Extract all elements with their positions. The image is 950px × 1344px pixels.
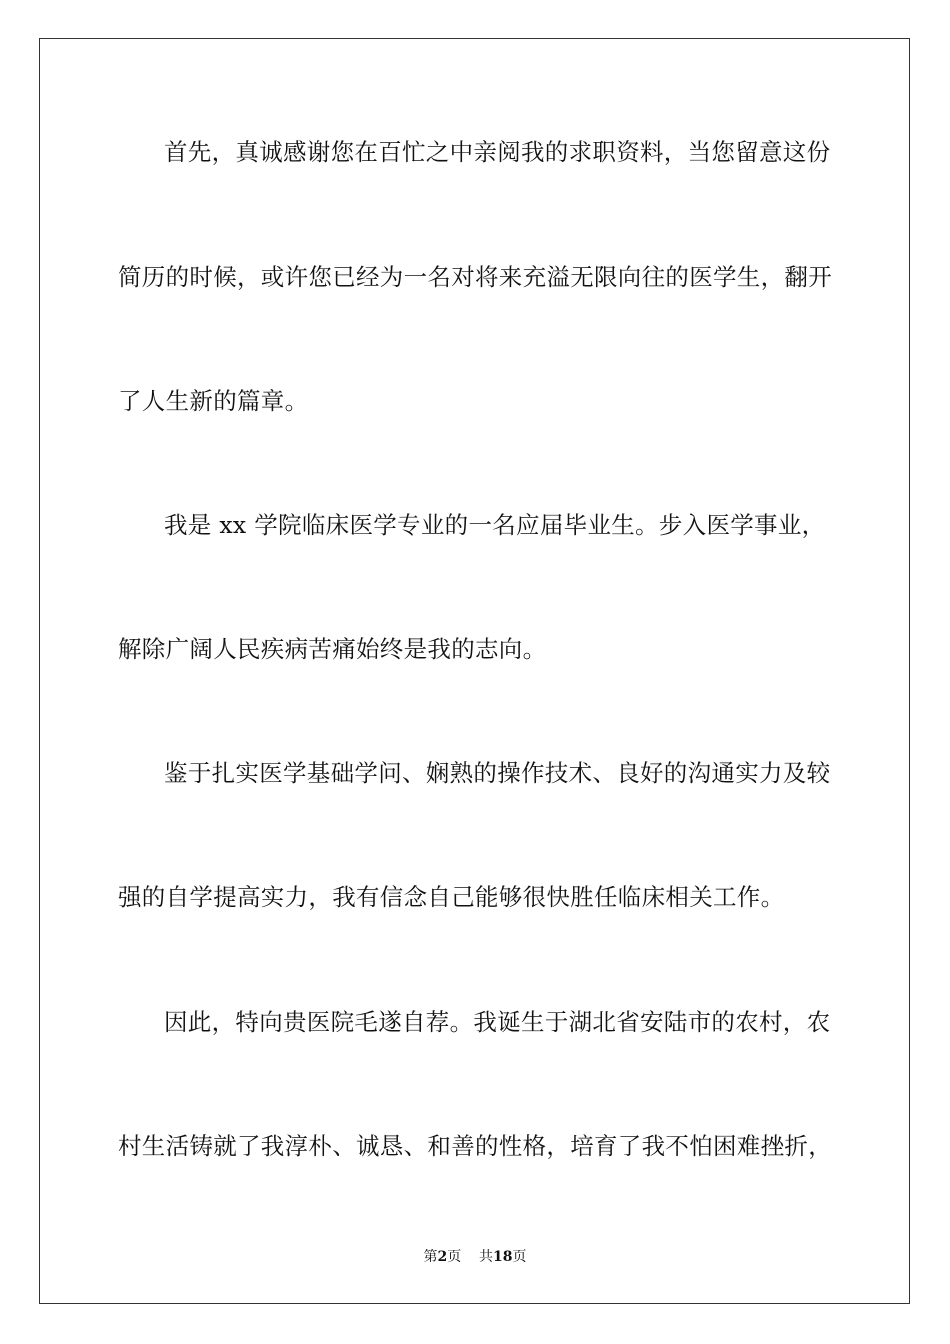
- page-prefix: 第: [423, 1249, 438, 1265]
- paragraph-1-line-1: 首先，真诚感谢您在百忙之中亲阅我的求职资料，当您留意这份: [164, 138, 831, 166]
- paragraph-3-line-2: 强的自学提高实力，我有信念自己能够很快胜任临床相关工作。: [118, 883, 785, 911]
- paragraph-4-line-2: 村生活铸就了我淳朴、诚恳、和善的性格，培育了我不怕困难挫折，: [118, 1132, 832, 1160]
- page-suffix: 页: [447, 1249, 462, 1265]
- paragraph-2-line-2: 解除广阔人民疾病苦痛始终是我的志向。: [118, 635, 547, 663]
- total-suffix: 页: [512, 1249, 527, 1265]
- total-pages: 18: [493, 1249, 513, 1265]
- page-number: 2: [437, 1249, 448, 1265]
- page-border: [39, 38, 910, 1304]
- paragraph-3-line-1: 鉴于扎实医学基础学问、娴熟的操作技术、良好的沟通实力及较: [164, 759, 831, 787]
- paragraph-1-line-2: 简历的时候，或许您已经为一名对将来充溢无限向往的医学生，翻开: [118, 263, 832, 291]
- paragraph-1-line-3: 了人生新的篇章。: [118, 387, 309, 415]
- paragraph-2-line-1: 我是 xx 学院临床医学专业的一名应届毕业生。步入医学事业，: [164, 511, 826, 539]
- total-prefix: 共: [479, 1249, 494, 1265]
- page-footer: [0, 1248, 950, 1266]
- paragraph-4-line-1: 因此，特向贵医院毛遂自荐。我诞生于湖北省安陆市的农村，农: [164, 1008, 831, 1036]
